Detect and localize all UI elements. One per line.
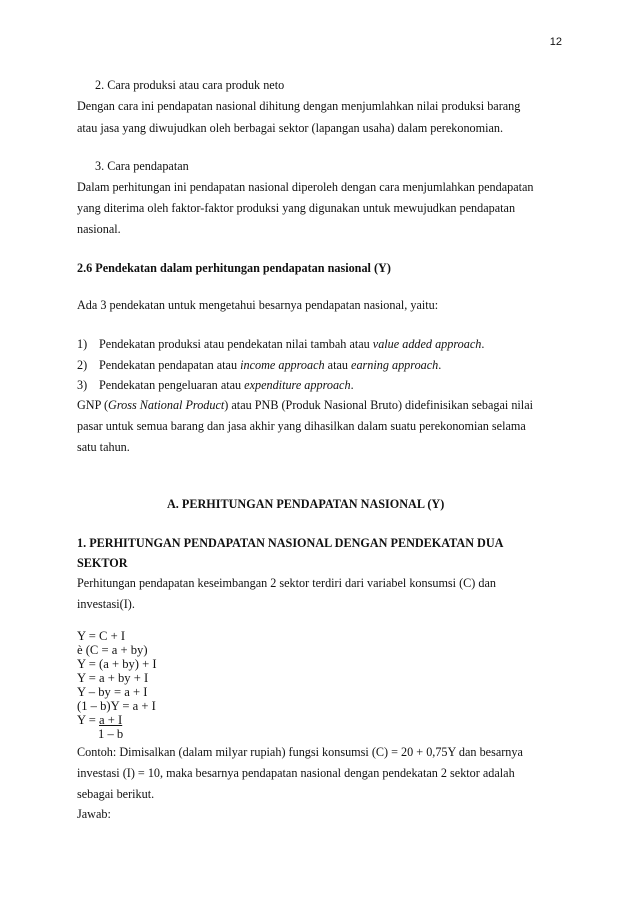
list-term: income approach (240, 358, 325, 372)
paragraph-line (77, 398, 533, 412)
list-term: expenditure approach (244, 378, 351, 392)
paragraph-line: Dengan cara ini pendapatan nasional dihitung dengan menjumlahkan nilai produksi barang (77, 99, 521, 113)
list-text: Pendekatan pendapatan atau (99, 358, 241, 372)
paragraph-line: Contoh: Dimisalkan (dalam milyar rupiah) fungsi konsumsi (C) = 20 + 0,75Y dan besarnya (77, 745, 523, 759)
item-cara-pendapatan: 3. Cara pendapatan (95, 159, 189, 173)
list-text: Pendekatan produksi atau pendekatan nilai tambah atau (99, 337, 373, 351)
list-term: value added approach (372, 337, 482, 351)
paragraph-line: Dalam perhitungan ini pendapatan nasional diperoleh dengan cara menjumlahkan pendapatan (77, 180, 534, 194)
paragraph-line: Perhitungan pendapatan keseimbangan 2 sektor terdiri dari variabel konsumsi (C) dan (77, 576, 496, 590)
paragraph-line: pasar untuk semua barang dan jasa akhir yang dihasilkan dalam suatu perekonomian selama (77, 419, 526, 433)
fraction-denominator: 1 – b (98, 727, 124, 741)
section-heading: 2.6 Pendekatan dalam perhitungan pendapatan nasional (Y) (77, 261, 391, 275)
list-number: 2) (77, 358, 88, 372)
list-text: . (481, 337, 485, 351)
list-text: Pendekatan pengeluaran atau (99, 378, 245, 392)
list-item (77, 337, 484, 351)
page-number: 12 (549, 36, 562, 48)
list-item (77, 358, 441, 372)
chapter-heading: A. PERHITUNGAN PENDAPATAN NASIONAL (Y) (167, 497, 445, 511)
equation-line: Y = a + by + I (77, 671, 149, 685)
subsection-heading: SEKTOR (77, 556, 128, 570)
fraction-numerator: a + I (99, 713, 123, 727)
subsection-heading: 1. PERHITUNGAN PENDAPATAN NASIONAL DENGAN PENDEKATAN DUA (77, 536, 504, 550)
paragraph-line: yang diterima oleh faktor-faktor produksi yang digunakan untuk mewujudkan pendapatan (77, 201, 516, 215)
list-text: . (350, 378, 354, 392)
text-span: ) atau PNB (Produk Nasional Bruto) didefinisikan sebagai nilai (224, 398, 533, 412)
equation-text: Y = (77, 713, 100, 727)
paragraph-line: satu tahun. (77, 440, 130, 454)
paragraph-line: Ada 3 pendekatan untuk mengetahui besarnya pendapatan nasional, yaitu: (77, 298, 439, 312)
equation-line: Y – by = a + I (77, 685, 148, 699)
list-text: atau (324, 358, 352, 372)
list-number: 1) (77, 337, 88, 351)
equation-line: è (C = a + by) (77, 643, 148, 657)
equation-line: Y = (a + by) + I (77, 657, 157, 671)
equation-line: (1 – b)Y = a + I (77, 699, 156, 713)
list-text: . (438, 358, 442, 372)
equation-fraction-numerator (77, 713, 122, 727)
equation-line: Y = C + I (77, 629, 126, 643)
text-span: GNP ( (77, 398, 109, 412)
term: Gross National Product (108, 398, 225, 412)
list-number: 3) (77, 378, 88, 392)
paragraph-line: investasi (I) = 10, maka besarnya pendapatan nasional dengan pendekatan 2 sektor adalah (77, 766, 515, 780)
paragraph-line: nasional. (77, 222, 121, 236)
paragraph-line: Jawab: (77, 807, 111, 821)
paragraph-line: sebagai berikut. (77, 787, 155, 801)
list-term: earning approach (351, 358, 439, 372)
paragraph-line: investasi(I). (77, 597, 135, 611)
list-item (77, 378, 354, 392)
paragraph-line: atau jasa yang diwujudkan oleh berbagai sektor (lapangan usaha) dalam perekonomian. (77, 121, 504, 135)
item-cara-produksi: 2. Cara produksi atau cara produk neto (95, 78, 285, 92)
